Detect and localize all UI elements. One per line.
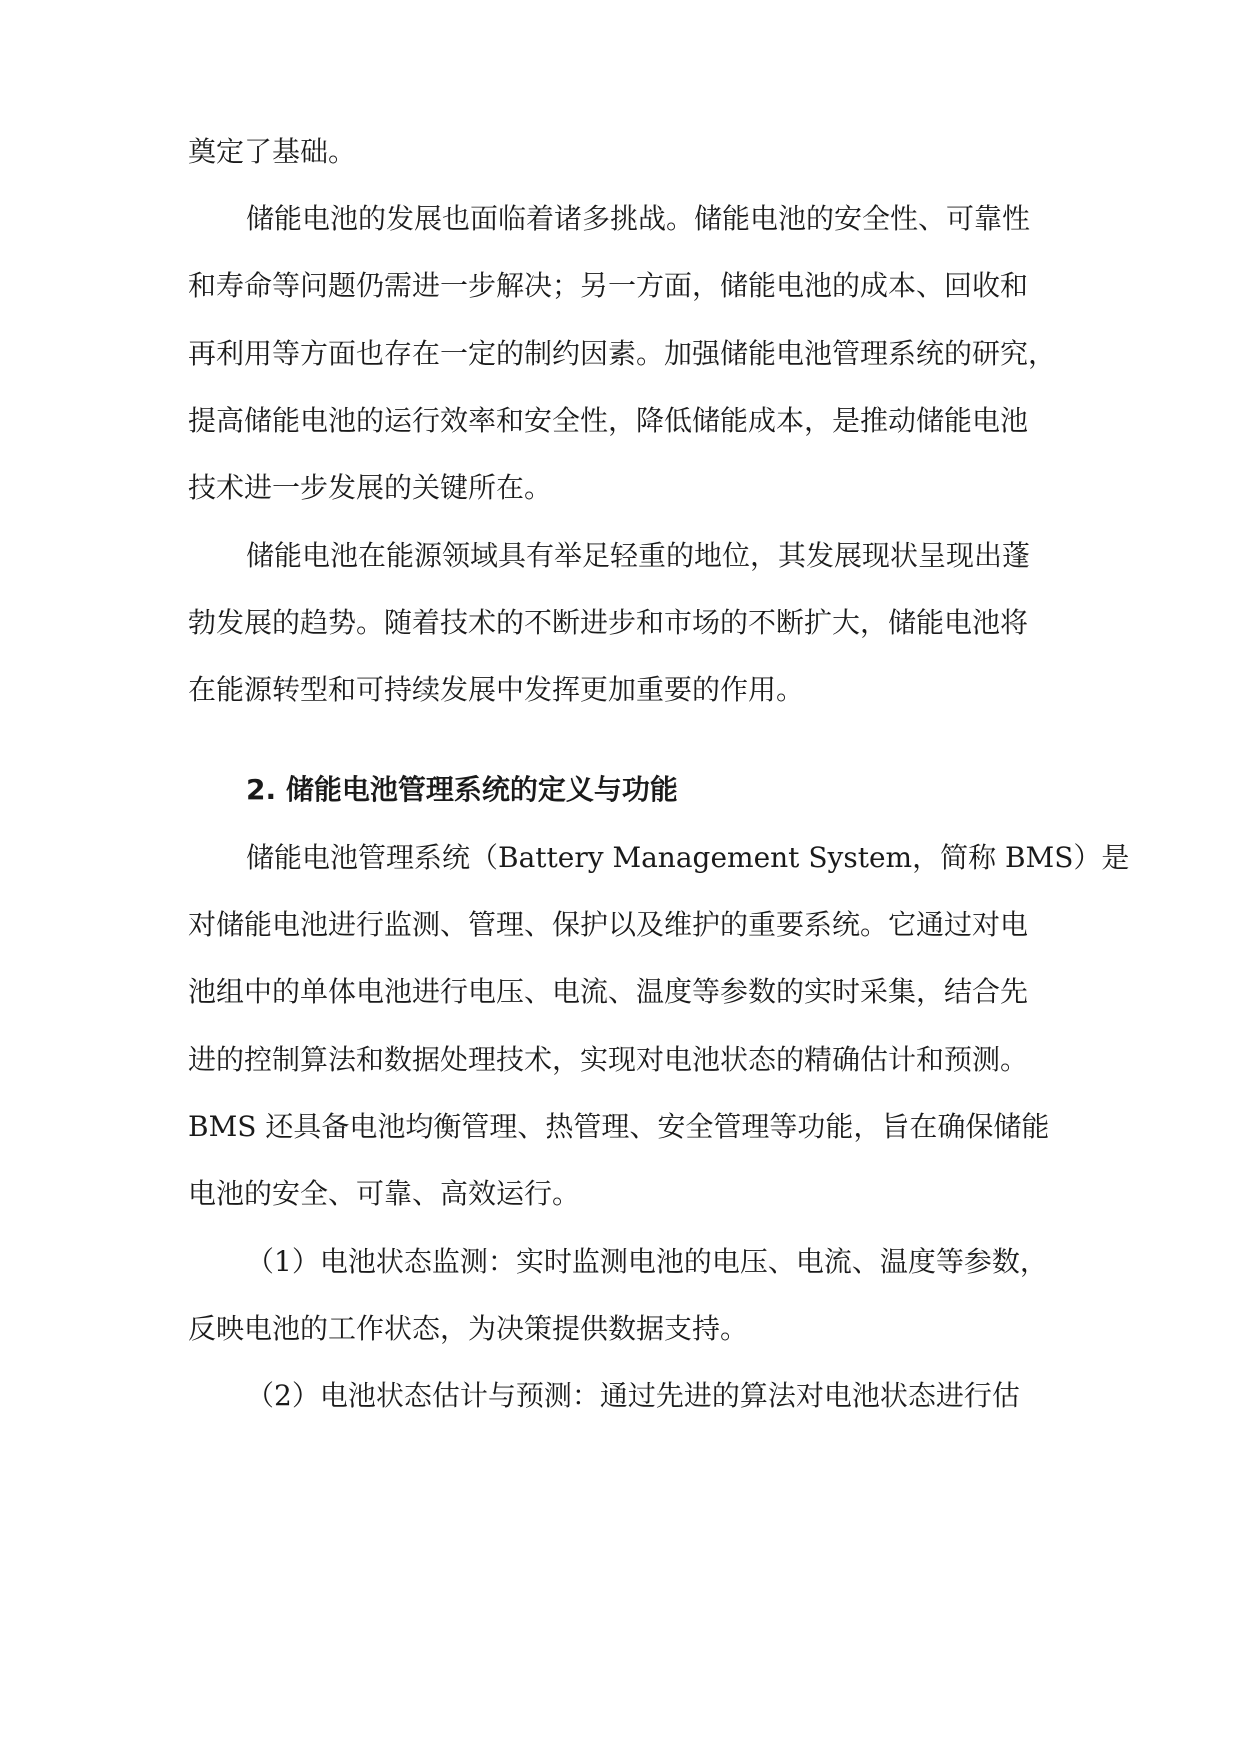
paragraph-line: 电池的安全、可靠、高效运行。	[188, 1177, 581, 1210]
paragraph-line: 在能源转型和可持续发展中发挥更加重要的作用。	[188, 673, 805, 706]
list-item-line: （2）电池状态估计与预测：通过先进的算法对电池状态进行估	[246, 1379, 1020, 1412]
paragraph-line: 储能电池管理系统（Battery Management System，简称 BMS）是	[246, 841, 1130, 874]
list-item-line: （1）电池状态监测：实时监测电池的电压、电流、温度等参数，	[246, 1245, 1048, 1278]
list-item-line: 反映电池的工作状态，为决策提供数据支持。	[188, 1312, 749, 1345]
paragraph-line: 储能电池的发展也面临着诸多挑战。储能电池的安全性、可靠性	[246, 202, 1031, 235]
paragraph-line: 对储能电池进行监测、管理、保护以及维护的重要系统。它通过对电	[188, 908, 1029, 941]
paragraph-line: 池组中的单体电池进行电压、电流、温度等参数的实时采集，结合先	[188, 975, 1029, 1008]
paragraph-line: 提高储能电池的运行效率和安全性，降低储能成本，是推动储能电池	[188, 404, 1029, 437]
paragraph-line: 奠定了基础。	[188, 135, 357, 168]
paragraph-line: 进的控制算法和数据处理技术，实现对电池状态的精确估计和预测。	[188, 1043, 1029, 1076]
paragraph-line: BMS 还具备电池均衡管理、热管理、安全管理等功能，旨在确保储能	[188, 1110, 1050, 1143]
paragraph-line: 和寿命等问题仍需进一步解决；另一方面，储能电池的成本、回收和	[188, 269, 1029, 302]
paragraph-line: 勃发展的趋势。随着技术的不断进步和市场的不断扩大，储能电池将	[188, 606, 1029, 639]
paragraph-line: 技术进一步发展的关键所在。	[188, 471, 553, 504]
paragraph-line: 储能电池在能源领域具有举足轻重的地位，其发展现状呈现出蓬	[246, 539, 1031, 572]
paragraph-line: 再利用等方面也存在一定的制约因素。加强储能电池管理系统的研究，	[188, 337, 1057, 370]
section-heading: 2. 储能电池管理系统的定义与功能	[246, 773, 678, 806]
